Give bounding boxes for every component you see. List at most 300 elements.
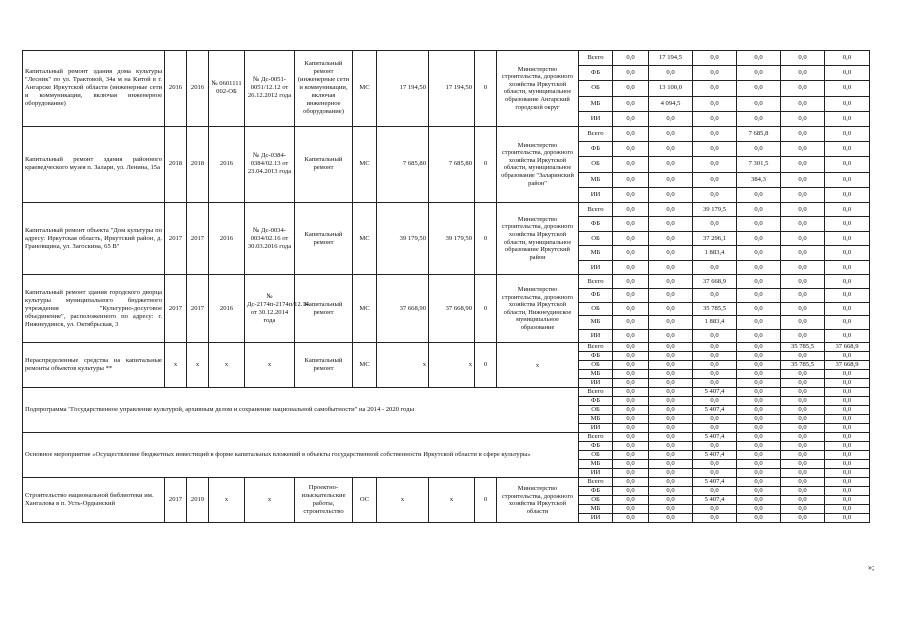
document-number: x [245,343,295,388]
start-year: 2018 [165,126,187,202]
total-cost: x [377,343,429,388]
fin-value: 0,0 [649,451,693,460]
document-number: № Дс-0051-0051/12.12 от 26.12.2012 года [245,51,295,127]
fin-value: 0,0 [613,231,649,246]
fin-value: 0,0 [781,514,825,523]
fin-source-code: ИИ [579,424,613,433]
fin-value: 0,0 [693,142,737,157]
fin-source-code: МБ [579,370,613,379]
fin-value: 0,0 [693,487,737,496]
fin-value: 1 883,4 [693,246,737,261]
fin-source-code: ОБ [579,451,613,460]
fin-value: 1 883,4 [693,316,737,330]
fin-value: 0,0 [693,379,737,388]
zero-value: 0 [475,51,497,127]
fin-value: 0,0 [737,288,781,302]
fin-value: 0,0 [613,379,649,388]
fin-value: 0,0 [781,424,825,433]
fin-value: 0,0 [825,514,870,523]
fin-value: 0,0 [825,202,870,217]
fin-source-code: МБ [579,96,613,111]
fin-value: 0,0 [737,202,781,217]
fin-value: 0,0 [825,370,870,379]
fin-value: 0,0 [613,397,649,406]
fin-value: 0,0 [649,172,693,187]
work-type: Капитальный ремонт [295,343,353,388]
fin-value: 0,0 [825,111,870,126]
fin-value: 7 301,5 [737,157,781,172]
start-year: 2017 [165,202,187,275]
fin-value: 0,0 [613,96,649,111]
fin-value: 0,0 [649,111,693,126]
fin-value: 0,0 [693,157,737,172]
fin-source-code: ФБ [579,352,613,361]
fin-value: 0,0 [613,187,649,202]
doc-year: 2016 [209,202,245,275]
fin-value: 0,0 [781,81,825,96]
document-number: № Дс-0384-0384/02.13 от 23.04.2013 года [245,126,295,202]
start-year: 2017 [165,275,187,343]
fin-value: 0,0 [693,424,737,433]
fin-value: 0,0 [649,514,693,523]
fin-value: 0,0 [613,496,649,505]
fin-value: 0,0 [781,397,825,406]
fin-value: 0,0 [825,172,870,187]
fin-value: 0,0 [613,460,649,469]
fin-value: 0,0 [737,275,781,289]
fin-source-code: ИИ [579,329,613,343]
fin-value: 37 296,1 [693,231,737,246]
fin-value: 0,0 [781,460,825,469]
fin-value: 0,0 [825,329,870,343]
fin-value: 0,0 [737,496,781,505]
fin-source-code: МБ [579,415,613,424]
fin-value: 0,0 [737,487,781,496]
fin-source-code: ОБ [579,302,613,316]
estimate-cost: x [429,343,475,388]
fin-value: 0,0 [649,433,693,442]
zero-value: 0 [475,343,497,388]
fin-value: 0,0 [825,496,870,505]
doc-year: № 0601111 002-ОБ [209,51,245,127]
fin-value: 0,0 [737,415,781,424]
fin-value: 0,0 [825,142,870,157]
object-name: Капитальный ремонт здания городского дворца культуры муниципального бюджетного учреждения "Культурно-досуговое объединение", расположенного по адресу: г. Нижнеудинск, ул. Октябрьская, 3 [23,275,165,343]
fin-value: 0,0 [781,505,825,514]
fin-value: 7 685,8 [737,126,781,141]
fin-value: 0,0 [737,379,781,388]
main-activity-title: Основное мероприятие «Осуществление бюджетных инвестиций в форме капитальных вложений в объекты государственной собственности Иркутской области в сфере культуры» [23,433,579,478]
fin-value: 0,0 [737,478,781,487]
work-type: Капитальный ремонт [295,275,353,343]
fin-source-code: ОБ [579,496,613,505]
fin-value: 0,0 [737,66,781,81]
responsible-bodies: x [497,343,579,388]
fin-source-code: ИИ [579,260,613,275]
work-type: Проектно-изыскательские работы, строительство [295,478,353,523]
end-year: x [187,343,209,388]
responsible-bodies: Министерство строительства, дорожного хозяйства Иркутской области, муниципальное образование Ангарский городской округ [497,51,579,127]
fin-value: 0,0 [693,66,737,81]
end-year: 2019 [187,478,209,523]
start-year: x [165,343,187,388]
fin-value: 0,0 [781,379,825,388]
fin-value: 0,0 [781,388,825,397]
fin-source-code: ФБ [579,288,613,302]
total-cost: 17 194,50 [377,51,429,127]
fin-value: 0,0 [613,126,649,141]
fin-value: 0,0 [737,316,781,330]
fin-value: 0,0 [613,451,649,460]
fin-value: 0,0 [737,111,781,126]
fin-value: 0,0 [613,469,649,478]
fin-value: 0,0 [693,187,737,202]
fin-value: 0,0 [693,288,737,302]
fin-value: 0,0 [693,81,737,96]
fin-value: 0,0 [613,157,649,172]
estimate-cost: 39 179,50 [429,202,475,275]
fin-value: 0,0 [781,51,825,66]
fin-source-code: Всего [579,275,613,289]
total-cost: x [377,478,429,523]
document-number: № Дс-0034-0034/02.16 от 30.03.2016 года [245,202,295,275]
fin-value: 0,0 [693,505,737,514]
fin-value: 0,0 [781,487,825,496]
object-name: Капитальный ремонт объекта "Дом культуры по адресу: Иркутская область, Иркутский район, д. Грановщина, ул. Загоскина, 65 В" [23,202,165,275]
fin-value: 0,0 [649,352,693,361]
fin-value: 0,0 [649,66,693,81]
fin-source-code: МБ [579,460,613,469]
fin-value: 0,0 [825,316,870,330]
table-row [23,433,870,442]
fin-value: 0,0 [649,142,693,157]
fin-value: 0,0 [781,451,825,460]
fin-value: 0,0 [781,288,825,302]
fin-value: 5 407,4 [693,433,737,442]
fin-value: 0,0 [737,260,781,275]
fin-value: 0,0 [693,51,737,66]
fin-value: 0,0 [781,469,825,478]
fin-value: 37 668,9 [825,343,870,352]
fin-value: 0,0 [649,275,693,289]
doc-year: 2016 [209,275,245,343]
fin-source-code: Всего [579,126,613,141]
fin-source-code: ОБ [579,81,613,96]
fin-value: 0,0 [825,260,870,275]
fin-value: 0,0 [737,329,781,343]
fin-value: 0,0 [825,487,870,496]
fin-value: 0,0 [825,302,870,316]
fin-value: 0,0 [781,302,825,316]
doc-year: x [209,343,245,388]
responsible-bodies: Министерство строительства, дорожного хозяйства Иркутской области, Нижнеудинское муниципальное образование [497,275,579,343]
fin-value: 0,0 [781,66,825,81]
fin-value: 0,0 [737,406,781,415]
fin-value: 0,0 [825,288,870,302]
fin-source-code: ОБ [579,406,613,415]
fin-value: 0,0 [649,424,693,433]
fin-value: 0,0 [613,246,649,261]
table-row [23,275,870,289]
end-year: 2018 [187,126,209,202]
fin-value: 0,0 [613,202,649,217]
ownership: МС [353,275,377,343]
fin-value: 0,0 [649,302,693,316]
fin-value: 0,0 [825,388,870,397]
fin-value: 0,0 [693,469,737,478]
work-type: Капитальный ремонт (инженерные сети и коммуникации, включая инженерное оборудование) [295,51,353,127]
estimate-cost: 37 668,90 [429,275,475,343]
fin-value: 0,0 [781,406,825,415]
document-number: x [245,478,295,523]
fin-source-code: Всего [579,388,613,397]
fin-value: 0,0 [693,460,737,469]
fin-value: 0,0 [825,231,870,246]
fin-value: 0,0 [781,478,825,487]
end-year: 2017 [187,275,209,343]
fin-value: 0,0 [825,478,870,487]
fin-value: 0,0 [737,187,781,202]
fin-value: 0,0 [649,157,693,172]
fin-source-code: ИИ [579,514,613,523]
fin-value: 39 179,5 [693,202,737,217]
fin-value: 37 668,9 [825,361,870,370]
capital-repair-table [22,50,870,523]
fin-value: 0,0 [649,388,693,397]
fin-source-code: МБ [579,316,613,330]
fin-value: 0,0 [613,370,649,379]
fin-value: 0,0 [781,496,825,505]
fin-value: 0,0 [781,111,825,126]
fin-value: 0,0 [781,96,825,111]
fin-value: 0,0 [613,302,649,316]
fin-source-code: ФБ [579,442,613,451]
fin-value: 0,0 [649,487,693,496]
fin-value: 0,0 [781,202,825,217]
fin-value: 0,0 [825,424,870,433]
fin-value: 0,0 [613,505,649,514]
fin-value: 0,0 [649,329,693,343]
fin-value: 0,0 [693,343,737,352]
object-name: Строительство национальной библиотеки им. Хангалова в п. Усть-Ордынский [23,478,165,523]
fin-value: 0,0 [781,172,825,187]
ownership: МС [353,126,377,202]
fin-value: 0,0 [613,288,649,302]
fin-value: 0,0 [693,172,737,187]
fin-value: 0,0 [825,451,870,460]
fin-value: 0,0 [825,96,870,111]
fin-value: 5 407,4 [693,406,737,415]
fin-value: 0,0 [649,288,693,302]
fin-value: 0,0 [649,442,693,451]
fin-value: 0,0 [781,316,825,330]
fin-value: 35 785,5 [693,302,737,316]
fin-source-code: Всего [579,51,613,66]
document-number: № Дс-2174п-2174п/12.14 от 30.12.2014 года [245,275,295,343]
fin-value: 0,0 [613,51,649,66]
fin-value: 0,0 [781,126,825,141]
end-year: 2016 [187,51,209,127]
fin-value: 0,0 [693,442,737,451]
total-cost: 37 668,90 [377,275,429,343]
fin-value: 0,0 [649,316,693,330]
fin-value: 0,0 [737,361,781,370]
ownership: МС [353,202,377,275]
fin-value: 0,0 [613,433,649,442]
fin-value: 0,0 [825,246,870,261]
fin-value: 0,0 [649,361,693,370]
fin-value: 0,0 [613,388,649,397]
total-cost: 39 179,50 [377,202,429,275]
fin-value: 17 194,5 [649,51,693,66]
fin-value: 0,0 [825,187,870,202]
fin-value: 0,0 [737,217,781,232]
fin-value: 0,0 [825,379,870,388]
fin-source-code: ИИ [579,469,613,478]
fin-value: 0,0 [737,51,781,66]
fin-value: 0,0 [737,451,781,460]
table-row [23,388,870,397]
fin-value: 0,0 [781,442,825,451]
start-year: 2017 [165,478,187,523]
fin-value: 13 100,0 [649,81,693,96]
doc-year: x [209,478,245,523]
fin-value: 0,0 [613,329,649,343]
fin-value: 0,0 [613,352,649,361]
fin-source-code: Всего [579,478,613,487]
fin-value: 0,0 [649,246,693,261]
fin-value: 0,0 [649,202,693,217]
fin-value: 0,0 [825,469,870,478]
object-name: Капитальный ремонт здания дома культуры "Лесник" по ул. Трактовой, 34а м на Китой в г. Ангарске Иркутской области (инженерные сети и коммуникации, включая инженерное оборудование) [23,51,165,127]
total-cost: 7 685,80 [377,126,429,202]
fin-source-code: ОБ [579,361,613,370]
fin-value: 0,0 [825,217,870,232]
fin-value: 0,0 [613,487,649,496]
object-name: Нераспределенные средства на капитальные ремонты объектов культуры ** [23,343,165,388]
fin-source-code: ФБ [579,487,613,496]
ownership: МС [353,343,377,388]
fin-value: 0,0 [737,388,781,397]
estimate-cost: 7 685,80 [429,126,475,202]
fin-value: 0,0 [781,231,825,246]
fin-value: 0,0 [613,142,649,157]
fin-value: 0,0 [737,352,781,361]
fin-value: 0,0 [781,370,825,379]
responsible-bodies: Министерство строительства, дорожного хозяйства Иркутской области [497,478,579,523]
fin-value: 35 785,5 [781,361,825,370]
fin-value: 0,0 [693,514,737,523]
fin-value: 0,0 [649,460,693,469]
fin-value: 0,0 [649,415,693,424]
fin-value: 0,0 [781,142,825,157]
fin-value: 0,0 [737,442,781,451]
fin-value: 0,0 [693,329,737,343]
table-row [23,126,870,141]
end-mark: »; [868,563,875,572]
document-page [22,50,875,572]
fin-source-code: ИИ [579,187,613,202]
fin-value: 0,0 [613,514,649,523]
ownership: ОС [353,478,377,523]
fin-value: 0,0 [781,260,825,275]
fin-source-code: ФБ [579,142,613,157]
end-year: 2017 [187,202,209,275]
fin-source-code: ОБ [579,231,613,246]
fin-value: 0,0 [825,66,870,81]
fin-value: 0,0 [825,442,870,451]
fin-value: 5 407,4 [693,496,737,505]
fin-value: 0,0 [649,478,693,487]
table-row [23,202,870,217]
fin-value: 0,0 [781,217,825,232]
fin-value: 0,0 [613,316,649,330]
fin-value: 0,0 [737,514,781,523]
fin-value: 0,0 [649,469,693,478]
fin-value: 0,0 [825,157,870,172]
fin-source-code: Всего [579,433,613,442]
fin-value: 0,0 [649,379,693,388]
fin-value: 0,0 [649,496,693,505]
fin-source-code: Всего [579,343,613,352]
fin-value: 0,0 [737,460,781,469]
table-row [23,51,870,66]
fin-value: 0,0 [781,415,825,424]
fin-value: 4 094,5 [649,96,693,111]
work-type: Капитальный ремонт [295,202,353,275]
table-row [23,478,870,487]
fin-source-code: МБ [579,172,613,187]
fin-value: 0,0 [649,505,693,514]
fin-value: 0,0 [825,460,870,469]
fin-source-code: Всего [579,202,613,217]
fin-value: 0,0 [825,81,870,96]
fin-value: 0,0 [781,187,825,202]
fin-value: 0,0 [737,231,781,246]
fin-source-code: ФБ [579,66,613,81]
fin-value: 0,0 [649,370,693,379]
fin-value: 0,0 [613,81,649,96]
fin-value: 0,0 [649,397,693,406]
fin-value: 0,0 [825,275,870,289]
fin-value: 0,0 [781,275,825,289]
fin-value: 0,0 [737,246,781,261]
fin-value: 0,0 [613,66,649,81]
fin-value: 0,0 [825,126,870,141]
fin-value: 5 407,4 [693,478,737,487]
fin-value: 0,0 [649,126,693,141]
fin-value: 0,0 [737,505,781,514]
fin-value: 5 407,4 [693,451,737,460]
fin-value: 0,0 [737,433,781,442]
fin-value: 0,0 [693,217,737,232]
fin-value: 0,0 [737,96,781,111]
doc-year: 2016 [209,126,245,202]
fin-value: 0,0 [825,415,870,424]
fin-value: 0,0 [693,111,737,126]
fin-value: 0,0 [613,442,649,451]
fin-value: 0,0 [825,51,870,66]
object-name: Капитальный ремонт здания районного краеведческого музея п. Залари, ул. Ленина, 15а [23,126,165,202]
fin-value: 0,0 [781,246,825,261]
fin-value: 0,0 [737,424,781,433]
fin-value: 0,0 [825,397,870,406]
fin-value: 0,0 [737,343,781,352]
fin-value: 0,0 [825,433,870,442]
fin-value: 0,0 [825,505,870,514]
fin-source-code: ФБ [579,397,613,406]
fin-value: 5 407,4 [693,388,737,397]
